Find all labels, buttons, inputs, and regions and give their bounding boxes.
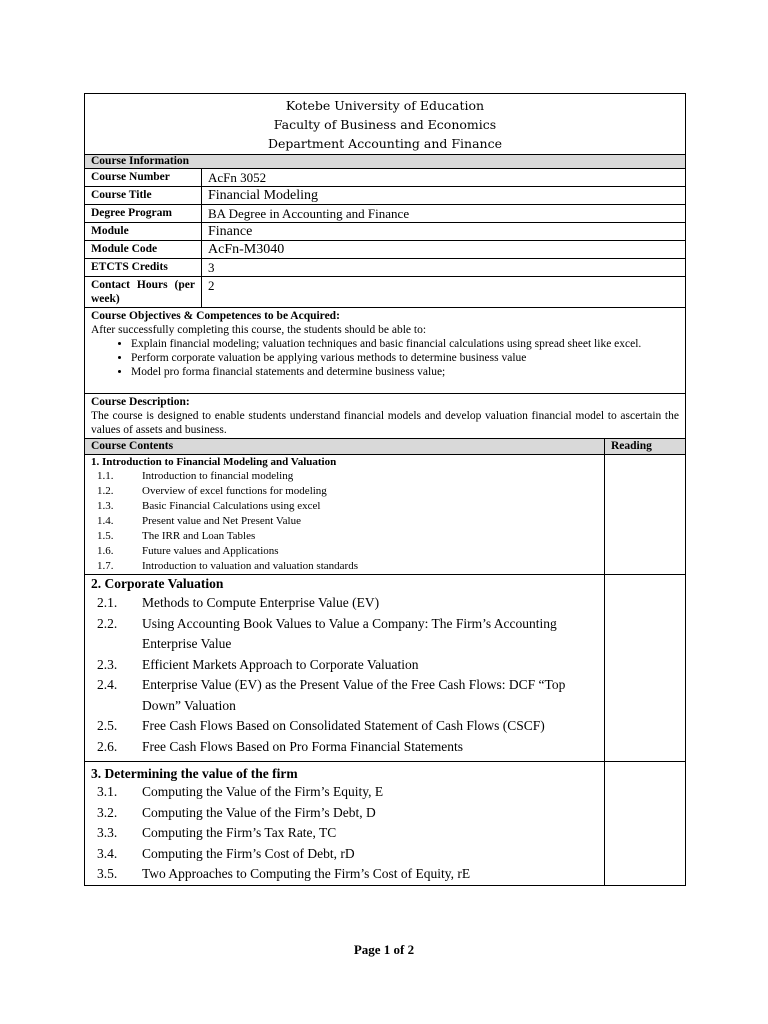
list-item: 1.3. Basic Financial Calculations using excel: [97, 500, 321, 512]
info-row-module: [85, 222, 685, 240]
contents-section-1: [85, 454, 685, 574]
info-label: Course Title: [85, 187, 202, 204]
info-row-course-title: [85, 186, 685, 204]
info-label: Course Number: [85, 169, 202, 186]
description-heading: Course Description:: [91, 396, 190, 408]
objective-item: • Explain financial modeling; valuation techniques and basic financial calculations using spread sheet like excel.: [131, 337, 679, 351]
objectives-heading: Course Objectives & Competences to be Acquired:: [91, 310, 340, 322]
contents-section-2: [85, 574, 685, 761]
list-item: 2.6. Free Cash Flows Based on Pro Forma Financial Statements: [97, 738, 463, 754]
reading-label: Reading: [611, 440, 652, 452]
info-value: AcFn 3052: [208, 170, 267, 185]
list-item: 1.1. Introduction to financial modeling: [97, 470, 294, 482]
info-value: 3: [208, 260, 215, 275]
course-information-label: Course Information: [91, 155, 190, 167]
faculty-name: Faculty of Business and Economics: [273, 117, 497, 132]
objective-item: • Model pro forma financial statements and determine business value;: [131, 365, 679, 379]
reading-cell: [605, 455, 685, 574]
list-item: 1.4. Present value and Net Present Value: [97, 515, 301, 527]
contents-section-3: [85, 761, 685, 885]
info-value: 2: [208, 278, 215, 293]
list-item: 1.5. The IRR and Loan Tables: [97, 530, 256, 542]
section-title: 1. Introduction to Financial Modeling and Valuation: [91, 456, 337, 468]
info-row-module-code: [85, 240, 685, 258]
course-information-bar: [85, 154, 685, 168]
document-header: [85, 94, 685, 154]
list-item: 3.3. Computing the Firm’s Tax Rate, TC: [97, 825, 337, 840]
list-item: 2.4. Enterprise Value (EV) as the Present Value of the Free Cash Flows: DCF “Top Down” Valuation: [97, 677, 566, 713]
page-number: Page 1 of 2: [353, 942, 415, 957]
objectives-list: [91, 337, 679, 379]
course-outline-document: [84, 93, 686, 886]
info-label: Degree Program: [85, 205, 202, 222]
info-value: Finance: [208, 224, 253, 239]
course-contents-label: Course Contents: [85, 439, 605, 454]
description-text: The course is designed to enable students understand financial models and develop valuation financial model to ascertain the values of assets and business.: [91, 410, 679, 436]
list-item: 2.5. Free Cash Flows Based on Consolidated Statement of Cash Flows (CSCF): [97, 718, 545, 733]
reading-cell: [605, 575, 685, 761]
info-row-degree-program: [85, 204, 685, 222]
objectives-intro: After successfully completing this course, the students should be able to:: [91, 324, 427, 336]
list-item: 3.2. Computing the Value of the Firm’s Debt, D: [97, 804, 376, 820]
list-item: 3.1. Computing the Value of the Firm’s Equity, E: [97, 784, 384, 799]
info-value: AcFn-M3040: [208, 242, 285, 257]
objectives-section: [85, 307, 685, 393]
info-value: BA Degree in Accounting and Finance: [208, 206, 410, 221]
list-item: 3.4. Computing the Firm’s Cost of Debt, rD: [97, 845, 355, 861]
info-label: Module Code: [85, 241, 202, 258]
objective-item: • Perform corporate valuation be applying various methods to determine business value: [131, 351, 679, 365]
list-item: 2.3. Efficient Markets Approach to Corporate Valuation: [97, 656, 419, 672]
course-contents-header: [85, 438, 685, 454]
info-label: ETCTS Credits: [85, 259, 202, 276]
university-name: Kotebe University of Education: [285, 98, 485, 113]
list-item: 1.7. Introduction to valuation and valuation standards: [97, 560, 358, 572]
info-row-credits: [85, 258, 685, 276]
list-item: 2.2. Using Accounting Book Values to Value a Company: The Firm’s Accounting Enterprise Value: [97, 615, 557, 651]
list-item: 1.2. Overview of excel functions for modeling: [97, 485, 327, 497]
section-title: 3. Determining the value of the firm: [91, 766, 298, 781]
info-value: Financial Modeling: [208, 188, 319, 203]
info-row-contact-hours: [85, 276, 685, 307]
reading-cell: [605, 762, 685, 885]
list-item: 2.1. Methods to Compute Enterprise Value (EV): [97, 595, 380, 610]
department-name: Department Accounting and Finance: [268, 136, 502, 151]
info-label: Contact Hours (per week): [85, 277, 202, 307]
list-item: 1.6. Future values and Applications: [97, 545, 279, 557]
list-item: 3.5. Two Approaches to Computing the Firm’s Cost of Equity, rE: [97, 866, 471, 881]
info-row-course-number: [85, 168, 685, 186]
info-label: Module: [85, 223, 202, 240]
description-section: [85, 393, 685, 438]
section-title: 2. Corporate Valuation: [91, 576, 224, 591]
